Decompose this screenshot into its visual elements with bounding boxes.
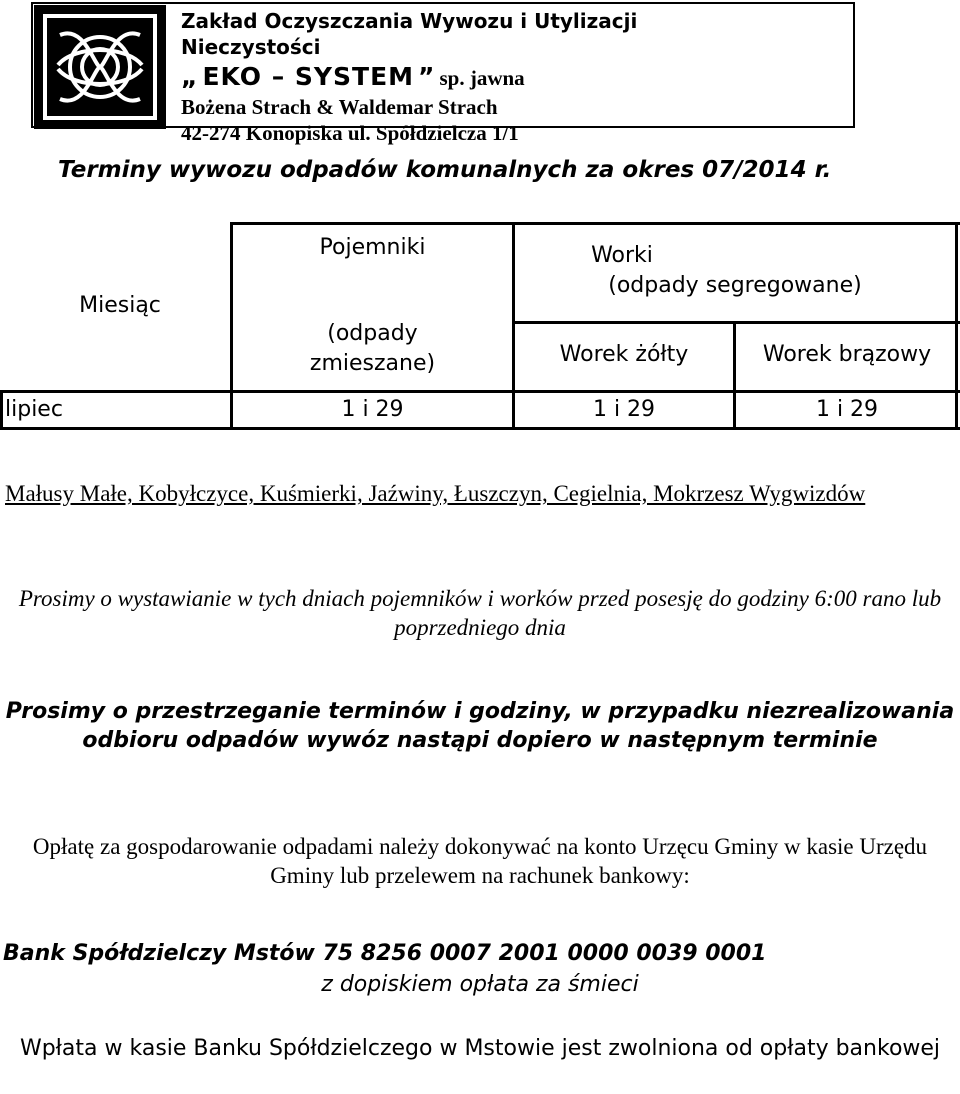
row-month: lipiec <box>5 397 63 422</box>
bank-note: z dopiskiem opłata za śmieci <box>321 972 639 997</box>
bank-account: Bank Spółdzielczy Mstów 75 8256 0007 2001 0000 0039 0001 <box>3 941 767 966</box>
note-respect: Prosimy o przestrzeganie terminów i godziny, w przypadku niezrealizowania odbioru odpadów wywóz nastąpi dopiero w następnym terminie <box>5 699 955 753</box>
quote-open: „ <box>181 62 199 91</box>
note-put-out: Prosimy o wystawianie w tych dniach pojemników i worków przed posesję do godziny 6:00 rano lub poprzedniego dnia <box>18 586 942 640</box>
row-containers: 1 i 29 <box>341 397 404 422</box>
page-title: Terminy wywozu odpadów komunalnych za okres 07/2014 r. <box>58 157 832 183</box>
header-containers-sub1: (odpady <box>327 321 418 346</box>
legal-form: sp. jawna <box>439 66 525 90</box>
brand-name: EKO – SYSTEM <box>202 62 415 91</box>
company-address: 42-274 Konopiska ul. Spółdzielcza 1/1 <box>181 121 519 145</box>
note-fee: Opłatę za gospodarowanie odpadami należy dokonywać na konto Urzęcu Gminy w kasie Urzędu Gminy lub przelewem na rachunek bankowy: <box>32 834 928 888</box>
owners: Bożena Strach & Waldemar Strach <box>181 95 498 119</box>
header-yellow-bag: Worek żółty <box>559 342 689 367</box>
celtic-knot-logo-icon <box>34 5 166 129</box>
note-exempt: Wpłata w kasie Banku Spółdzielczego w Mstowie jest zwolniona od opłaty bankowej <box>19 1036 941 1061</box>
header-month: Miesiąc <box>79 293 161 318</box>
company-name-line2: Nieczystości <box>181 35 321 59</box>
header-brown-bag: Worek brązowy <box>762 342 932 367</box>
company-name-line1: Zakład Oczyszczania Wywozu i Utylizacji <box>181 9 638 33</box>
quote-close: ” <box>418 62 436 91</box>
row-brown: 1 i 29 <box>815 397 879 422</box>
header-bags: Worki <box>591 243 653 268</box>
row-yellow: 1 i 29 <box>592 397 656 422</box>
header-containers: Pojemniki <box>319 235 426 260</box>
locations-list: Małusy Małe, Kobyłczyce, Kuśmierki, Jaźwiny, Łuszczyn, Cegielnia, Mokrzesz Wygwizdów <box>5 481 866 506</box>
brand-line <box>181 64 637 94</box>
company-info <box>181 8 637 146</box>
header-containers-sub2: zmieszane) <box>309 351 436 376</box>
header-bags-sub: (odpady segregowane) <box>608 273 862 298</box>
